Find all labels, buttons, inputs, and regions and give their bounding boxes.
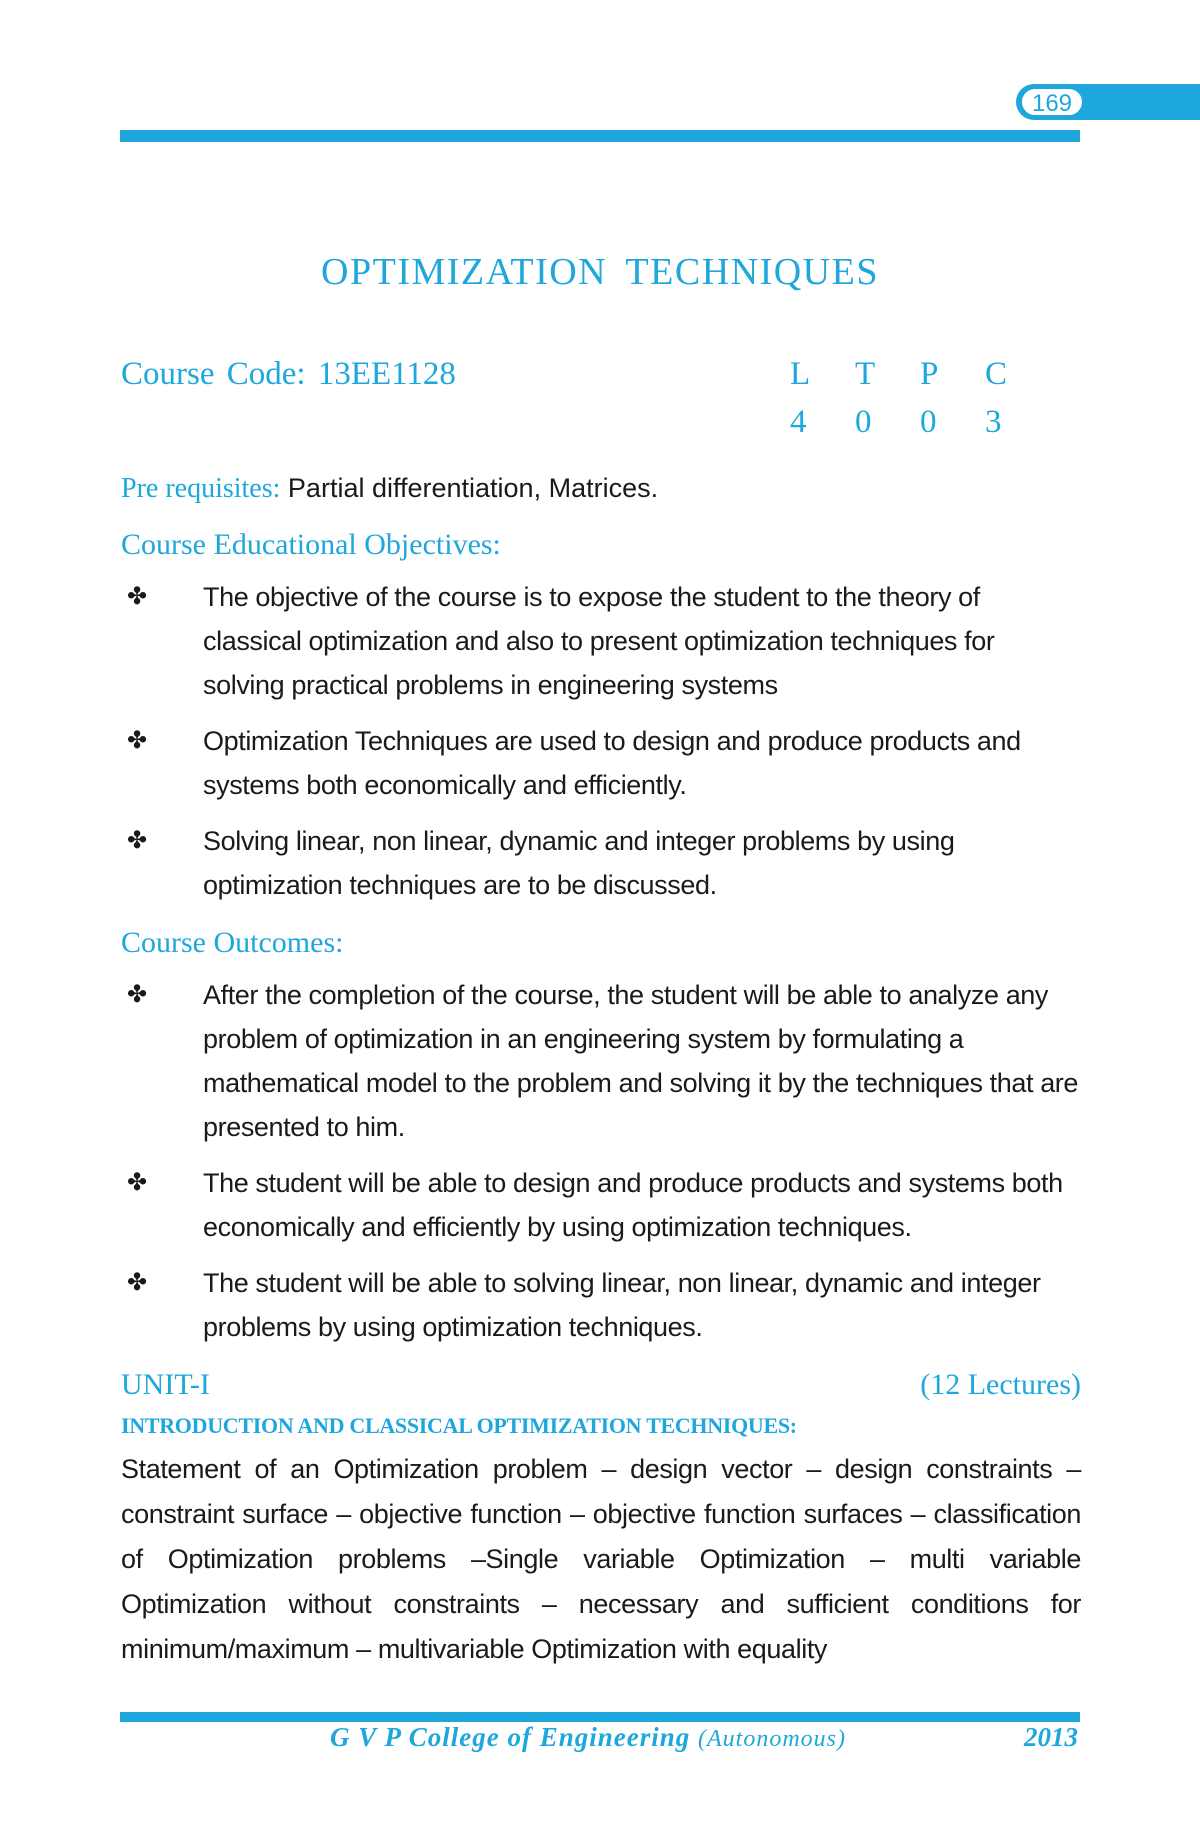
footer-autonomous: (Autonomous)	[698, 1726, 847, 1752]
ltpc-table	[790, 356, 1050, 452]
ltpc-values	[790, 404, 1050, 452]
unit-label: UNIT-I	[121, 1368, 210, 1401]
clover-bullet-icon: ✤	[127, 583, 147, 610]
list-item: ✤ Solving linear, non linear, dynamic and integer problems by using optimization techniques are to be discussed.	[121, 819, 1081, 907]
ltpc-label: C	[985, 356, 1008, 392]
footer-college	[330, 1722, 846, 1753]
ltpc-labels	[790, 356, 1050, 404]
list-item: ✤ The objective of the course is to expose the student to the theory of classical optimization and also to present optimization techniques for solving practical problems in engineering systems	[121, 575, 1081, 707]
list-item: ✤ After the completion of the course, the student will be able to analyze any problem of optimization in an engineering system by formulating a mathematical model to the problem and solving it by the techniques that are presented to him.	[121, 973, 1081, 1149]
prerequisites-label: Pre requisites:	[121, 473, 281, 504]
clover-bullet-icon: ✤	[127, 981, 147, 1008]
ltpc-label: L	[790, 356, 811, 392]
ltpc-value: 0	[855, 404, 872, 440]
course-title: OPTIMIZATION TECHNIQUES	[321, 251, 879, 293]
objectives-heading: Course Educational Objectives:	[121, 528, 501, 561]
outcomes-heading: Course Outcomes:	[121, 926, 344, 959]
footer-rule	[120, 1712, 1080, 1722]
ltpc-value: 4	[790, 404, 807, 440]
unit-header	[121, 1365, 1081, 1405]
footer-college-name: G V P College of Engineering	[330, 1722, 699, 1752]
list-item: ✤ The student will be able to solving linear, non linear, dynamic and integer problems by using optimization techniques.	[121, 1261, 1081, 1349]
ltpc-label: T	[855, 356, 876, 392]
list-item: ✤ The student will be able to design and produce products and systems both economically and efficiently by using optimization techniques.	[121, 1161, 1081, 1249]
ltpc-value: 3	[985, 404, 1002, 440]
ltpc-value: 0	[920, 404, 937, 440]
unit-body: Statement of an Optimization problem – design vector – design constraints – constraint surface – objective function – objective function surfaces – classification of Optimization problems –Single variable Optimization – multi variable Optimization without constraints – necessary and sufficient conditions for minimum/maximum – multivariable Optimization with equality	[121, 1454, 1081, 1664]
clover-bullet-icon: ✤	[127, 727, 147, 754]
footer-year: 2013	[1024, 1722, 1078, 1752]
prerequisites-text: Partial differentiation, Matrices.	[280, 473, 659, 503]
ltpc-label: P	[920, 356, 939, 392]
header-rule	[120, 130, 1080, 142]
clover-bullet-icon: ✤	[127, 1169, 147, 1196]
objectives-list	[121, 575, 1081, 907]
outcomes-list	[121, 973, 1081, 1349]
clover-bullet-icon: ✤	[127, 827, 147, 854]
unit-subtitle: INTRODUCTION AND CLASSICAL OPTIMIZATION TECHNIQUES:	[121, 1413, 797, 1438]
page-number: 169	[1020, 87, 1084, 117]
main-content	[121, 470, 1081, 1672]
list-item: ✤ Optimization Techniques are used to design and produce products and systems both economically and efficiently.	[121, 719, 1081, 807]
clover-bullet-icon: ✤	[127, 1269, 147, 1296]
prerequisites	[121, 470, 1081, 507]
course-code: Course Code: 13EE1128	[121, 356, 456, 392]
unit-lectures: (12 Lectures)	[920, 1368, 1081, 1401]
